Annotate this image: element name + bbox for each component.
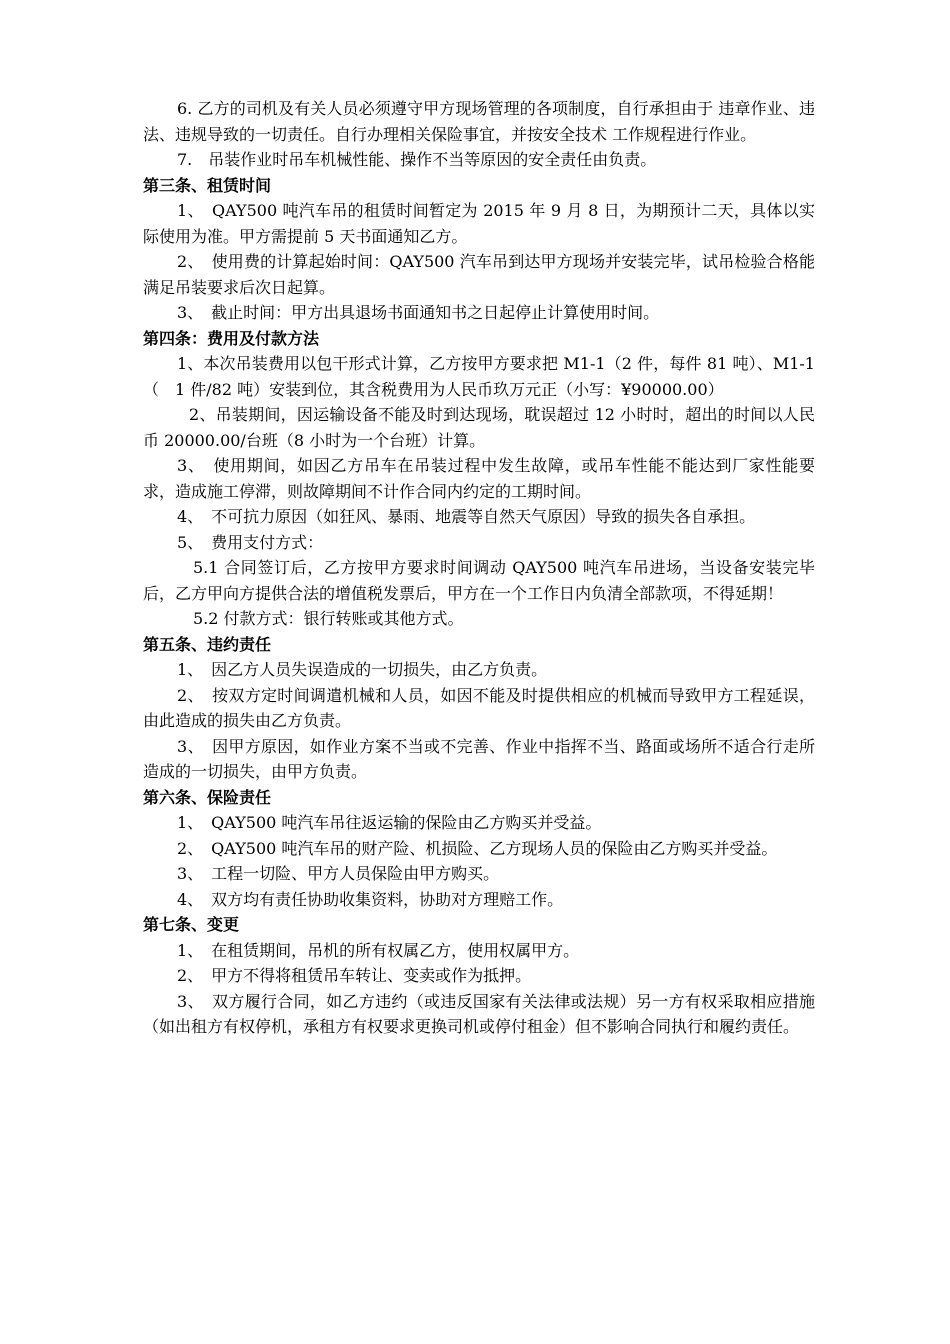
clause-paragraph: 6. 乙方的司机及有关人员必须遵守甲方现场管理的各项制度，自行承担由于 违章作业、违法、违规导致的一切责任。自行办理相关保险事宜，并按安全技术 工作规程进行作业。 (143, 99, 815, 144)
contract-body (143, 96, 815, 1040)
clause-paragraph: 1、 QAY500 吨汽车吊往返运输的保险由乙方购买并受益。 (177, 813, 602, 832)
section-heading: 第五条、违约责任 (143, 634, 272, 654)
clause-paragraph: 5.2 付款方式：银行转账或其他方式。 (193, 609, 464, 628)
section-heading: 第七条、变更 (143, 915, 240, 934)
clause-paragraph: 4、 不可抗力原因（如狂风、暴雨、地震等自然天气原因）导致的损失各自承担。 (177, 507, 756, 526)
clause-paragraph: 2、 QAY500 吨汽车吊的财产险、机损险、乙方现场人员的保险由乙方购买并受益。 (177, 838, 778, 858)
clause-paragraph: 5、 费用支付方式： (177, 532, 324, 552)
clause-paragraph: 2、 按双方定时间调遣机械和人员，如因不能及时提供相应的机械而导致甲方工程延误，由此造成的损失由乙方负责。 (143, 685, 815, 730)
section-heading: 第六条、保险责任 (143, 787, 272, 807)
clause-paragraph: 2、 使用费的计算起始时间：QAY500 汽车吊到达甲方现场并安装完毕，试吊检验合格能满足吊装要求后次日起算。 (143, 252, 815, 297)
clause-paragraph: 7. 吊装作业时吊车机械性能、操作不当等原因的安全责任由负责。 (177, 150, 657, 169)
clause-paragraph: 1、 QAY500 吨汽车吊的租赁时间暂定为 2015 年 9 月 8 日，为期预计二天，具体以实际使用为准。甲方需提前 5 天书面通知乙方。 (143, 201, 815, 246)
clause-paragraph: 4、 双方均有责任协助收集资料，协助对方理赔工作。 (177, 889, 564, 909)
clause-paragraph: 3、 截止时间：甲方出具退场书面通知书之日起停止计算使用时间。 (177, 303, 660, 322)
clause-paragraph: 5.1 合同签订后，乙方按甲方要求时间调动 QAY500 吨汽车吊进场，当设备安装完毕后，乙方甲向方提供合法的增值税发票后，甲方在一个工作日内负清全部款项，不得延期！ (143, 558, 815, 603)
clause-paragraph: 3、 因甲方原因，如作业方案不当或不完善、作业中指挥不当、路面或场所不适合行走所造成的一切损失，由甲方负责。 (143, 736, 815, 781)
clause-paragraph: 2、吊装期间，因运输设备不能及时到达现场，耽误超过 12 小时时，超出的时间以人民币 20000.00/台班（8 小时为一个台班）计算。 (143, 405, 815, 450)
clause-paragraph: 1、 因乙方人员失误造成的一切损失，由乙方负责。 (177, 660, 548, 679)
section-heading: 第三条、租赁时间 (143, 175, 272, 195)
clause-paragraph: 2、 甲方不得将租赁吊车转让、变卖或作为抵押。 (177, 966, 532, 985)
clause-paragraph: 3、 工程一切险、甲方人员保险由甲方购买。 (177, 864, 500, 883)
clause-paragraph: 1、本次吊装费用以包干形式计算，乙方按甲方要求把 M1-1（2 件，每件 81 吨）、M1-1（ 1 件/82 吨）安装到位，其含税费用为人民币玖万元正（小写：¥90000.00） (143, 354, 815, 399)
clause-paragraph: 3、 双方履行合同，如乙方违约（或违反国家有关法律或法规）另一方有权采取相应措施（如出租方有权停机，承租方有权要求更换司机或停付租金）但不影响合同执行和履约责任。 (143, 991, 815, 1036)
clause-paragraph: 3、 使用期间，如因乙方吊车在吊装过程中发生故障，或吊车性能不能达到厂家性能要求，造成施工停滞，则故障期间不计作合同内约定的工期时间。 (143, 456, 815, 501)
clause-paragraph: 1、 在租赁期间，吊机的所有权属乙方，使用权属甲方。 (177, 940, 580, 960)
section-heading: 第四条：费用及付款方法 (143, 328, 320, 348)
